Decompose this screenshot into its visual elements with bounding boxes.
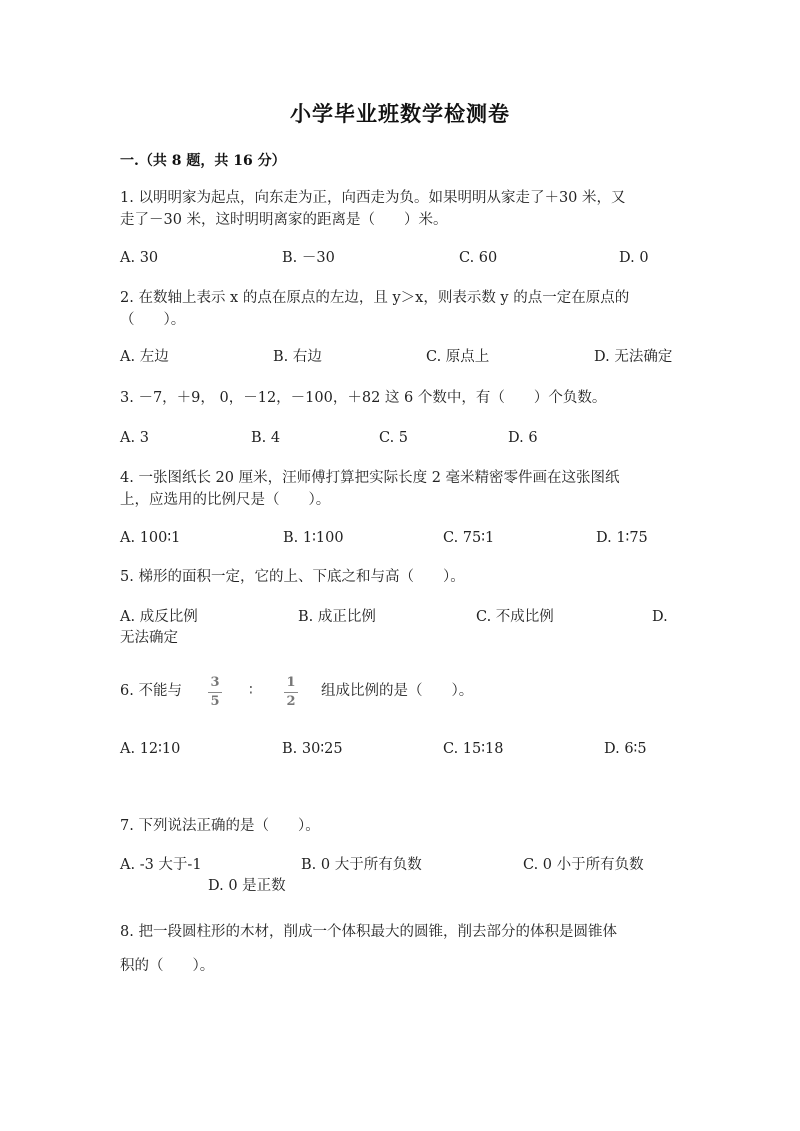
question-5-option-b: B. 成正比例 bbox=[298, 609, 376, 625]
question-4-option-d: D. 1∶75 bbox=[596, 530, 648, 546]
question-8-line-1: 8. 把一段圆柱形的木材，削成一个体积最大的圆锥，削去部分的体积是圆锥体 bbox=[120, 924, 617, 940]
fraction-2-denominator: 2 bbox=[286, 694, 296, 709]
fraction-2-numerator: 1 bbox=[286, 675, 296, 690]
question-3-option-a: A. 3 bbox=[120, 430, 149, 446]
question-6-option-a: A. 12∶10 bbox=[120, 741, 181, 757]
question-3-option-b: B. 4 bbox=[251, 430, 281, 446]
question-6-prefix: 6. 不能与 bbox=[120, 683, 182, 699]
question-1-option-c: C. 60 bbox=[459, 250, 498, 266]
question-6-option-c: C. 15∶18 bbox=[443, 741, 504, 757]
question-6-option-d: D. 6∶5 bbox=[604, 741, 647, 757]
question-6-suffix: 组成比例的是（ ）。 bbox=[321, 683, 474, 699]
question-6-option-b: B. 30∶25 bbox=[282, 741, 343, 757]
question-1-option-d: D. 0 bbox=[619, 250, 649, 266]
question-1-option-a: A. 30 bbox=[120, 250, 159, 266]
question-5-option-c: C. 不成比例 bbox=[476, 609, 554, 625]
question-4-option-a: A. 100∶1 bbox=[120, 530, 181, 546]
question-3 bbox=[120, 387, 680, 409]
question-5 bbox=[120, 566, 680, 588]
fraction-1-bar bbox=[208, 692, 222, 693]
section-heading: 一.（共 8 题，共 16 分） bbox=[120, 153, 286, 169]
question-2-option-c: C. 原点上 bbox=[426, 349, 490, 365]
question-5-option-d: D. bbox=[652, 609, 668, 625]
question-8-line-2: 积的（ ）。 bbox=[120, 958, 215, 974]
question-2-line-1: 2. 在数轴上表示 x 的点在原点的左边，且 y＞x，则表示数 y 的点一定在原点的 bbox=[120, 290, 630, 306]
fraction-1-denominator: 5 bbox=[210, 694, 220, 709]
page-title: 小学毕业班数学检测卷 bbox=[290, 101, 510, 126]
question-8 bbox=[120, 915, 680, 983]
question-4-option-c: C. 75∶1 bbox=[443, 530, 495, 546]
question-2-option-a: A. 左边 bbox=[120, 349, 169, 365]
question-4 bbox=[120, 467, 680, 511]
question-7-line-1: 7. 下列说法正确的是（ ）。 bbox=[120, 818, 320, 834]
question-4-line-2: 上，应选用的比例尺是（ ）。 bbox=[120, 492, 331, 508]
question-7-option-d: D. 0 是正数 bbox=[208, 878, 286, 894]
question-7-option-b: B. 0 大于所有负数 bbox=[301, 857, 422, 873]
question-3-option-d: D. 6 bbox=[508, 430, 538, 446]
question-2-line-2: （ ）。 bbox=[120, 312, 186, 328]
fraction-1-numerator: 3 bbox=[210, 675, 220, 690]
ratio-colon: ∶ bbox=[249, 683, 253, 699]
fraction-three-fifths bbox=[206, 675, 224, 710]
fraction-2-bar bbox=[284, 692, 298, 693]
question-3-line-1: 3. －7，＋9， 0，－12，－100，＋82 这 6 个数中，有（ ）个负数。 bbox=[120, 390, 607, 406]
question-3-option-c: C. 5 bbox=[379, 430, 409, 446]
question-7 bbox=[120, 815, 680, 837]
question-2-option-b: B. 右边 bbox=[273, 349, 322, 365]
question-7-option-a: A. -3 大于-1 bbox=[120, 857, 202, 873]
question-2 bbox=[120, 287, 680, 331]
question-4-line-1: 4. 一张图纸长 20 厘米，汪师傅打算把实际长度 2 毫米精密零件画在这张图纸 bbox=[120, 470, 620, 486]
question-5-option-d-text: 无法确定 bbox=[120, 630, 178, 646]
question-2-option-d: D. 无法确定 bbox=[594, 349, 673, 365]
fraction-one-half bbox=[282, 675, 300, 710]
question-4-option-b: B. 1∶100 bbox=[283, 530, 344, 546]
question-1-option-b: B. －30 bbox=[282, 250, 335, 266]
question-5-option-a: A. 成反比例 bbox=[120, 609, 198, 625]
question-1-line-2: 走了－30 米，这时明明离家的距离是（ ）米。 bbox=[120, 212, 448, 228]
question-1-line-1: 1. 以明明家为起点，向东走为正，向西走为负。如果明明从家走了＋30 米，又 bbox=[120, 190, 626, 206]
question-1 bbox=[120, 187, 680, 231]
question-5-line-1: 5. 梯形的面积一定，它的上、下底之和与高（ ）。 bbox=[120, 569, 465, 585]
question-7-option-c: C. 0 小于所有负数 bbox=[523, 857, 644, 873]
